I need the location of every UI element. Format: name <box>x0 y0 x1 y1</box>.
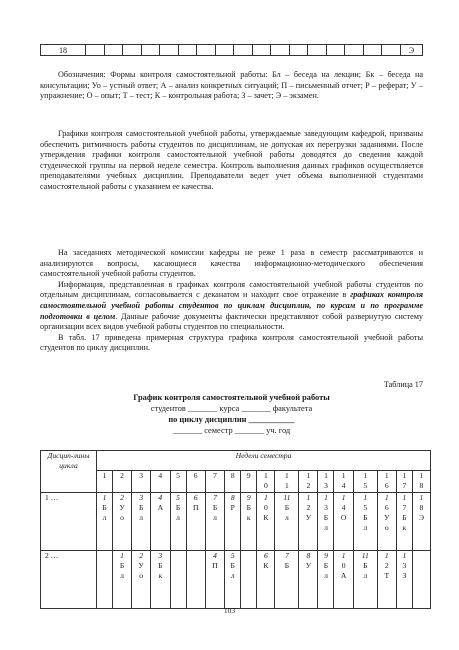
schedule-title: График контроля самостоятельной учебной работы <box>133 393 330 402</box>
schedule-cell <box>353 551 377 609</box>
cell-text: П <box>192 503 199 512</box>
cell-text: о <box>384 523 389 532</box>
cell-text: 3 <box>402 561 407 570</box>
cell-text: л <box>230 571 235 580</box>
column-header-weeks: Недели семестра <box>97 451 431 471</box>
week-number-text: 3 <box>324 481 328 490</box>
week-number-text: 4 <box>158 471 163 480</box>
cell-text: З <box>402 571 407 580</box>
cell-text: 4 <box>341 503 346 512</box>
cell-text: к <box>246 513 251 522</box>
schedule-cell <box>170 493 186 551</box>
cell-text: Б <box>175 503 181 512</box>
cell-text: к <box>158 571 163 580</box>
week-number-cell <box>318 471 334 493</box>
cell-text: У <box>305 561 312 570</box>
week-number-text: 6 <box>193 471 198 480</box>
cell-text: 2 <box>139 551 144 560</box>
schedule-cell <box>334 493 353 551</box>
cell-text: 8 <box>230 493 235 502</box>
schedule-cell <box>186 551 205 609</box>
schedule-cell <box>151 493 170 551</box>
cell-text: 11 <box>361 551 369 560</box>
week-number-text: 1 <box>285 471 289 480</box>
cell-text: 6 <box>263 551 268 560</box>
week-number-text: 4 <box>341 481 346 490</box>
cell-text: 2 <box>306 503 311 512</box>
cell-text: 1 <box>419 493 424 502</box>
cell-text: П <box>212 561 218 570</box>
cell-text: л <box>213 513 217 522</box>
cell-text: У <box>305 513 312 522</box>
cell-text: Б <box>212 503 218 512</box>
week-number-text: 2 <box>306 481 311 490</box>
cell-text: Б <box>158 561 163 570</box>
cell-text: л <box>139 513 144 522</box>
schedule-cell <box>299 551 318 609</box>
cell-text: л <box>363 571 368 580</box>
week-number-text: 1 <box>341 471 346 480</box>
schedule-cell <box>97 493 113 551</box>
schedule-cell <box>225 493 241 551</box>
week-number-cell <box>132 471 151 493</box>
cell-text: 1 <box>324 493 328 502</box>
week-number-text: 1 <box>363 471 368 480</box>
cell-text: А <box>157 503 164 512</box>
weeks-row <box>41 471 431 493</box>
cell-text: 6 <box>193 493 198 502</box>
header-left-cell: 18 <box>41 45 86 56</box>
schedule-cell <box>412 493 430 551</box>
cell-text: Б <box>284 561 290 570</box>
cell-text: л <box>285 513 289 522</box>
cell-text: Б <box>102 503 107 512</box>
schedule-cell <box>396 551 412 609</box>
cell-text: 0 <box>263 503 268 512</box>
week-number-cell <box>151 471 170 493</box>
week-number-cell <box>412 471 430 493</box>
week-number-text: 6 <box>384 481 389 490</box>
week-number-text: 1 <box>324 471 328 480</box>
cell-text: 0 <box>341 561 346 570</box>
cell-text: 3 <box>324 503 328 512</box>
schedule-line-semester: _______ семестр _______ уч. год <box>172 426 291 435</box>
week-number-text: 3 <box>139 471 144 480</box>
cell-text: Б <box>363 561 368 570</box>
schedule-cell <box>205 551 224 609</box>
cell-text: 3 <box>139 493 144 502</box>
cell-text: Б <box>284 503 290 512</box>
cell-text: 2 <box>120 493 124 502</box>
cell-text: 1 <box>384 493 389 502</box>
cell-text: 8 <box>306 551 311 560</box>
cell-text: Э <box>418 513 424 522</box>
cell-text: 1 <box>120 551 124 560</box>
week-number-cell <box>396 471 412 493</box>
schedule-cell <box>318 493 334 551</box>
schedule-cell <box>275 551 299 609</box>
week-number-text: 8 <box>230 471 235 480</box>
cell-text: 1 <box>402 493 407 502</box>
week-number-text: 1 <box>306 471 311 480</box>
week-number-cell <box>113 471 132 493</box>
week-number-text: 8 <box>419 481 424 490</box>
cell-text: о <box>120 513 124 522</box>
paragraph-schedules: Графики контроля самостоятельной учебной работы, утверждаемые заведующим кафедрой, призваны обеспечить ритмичность работы студентов по дисциплинам, не допуская их перегрузки заданиями. После утверждения графики контроля самостоятельной учебной работы доводятся до сведения каждой студенческой группы на первой неделе семестра. Контроль выполнения данных графиков осуществляется преподавателями учебных дисциплин. Преподаватели ведет учет объема выполненной студентами самостоятельной работы с указанием ее качества. <box>40 129 423 191</box>
cell-text: Б <box>138 503 144 512</box>
cell-text: 9 <box>324 551 328 560</box>
schedule-cell <box>241 551 257 609</box>
cell-text: 3 <box>158 551 163 560</box>
cell-text: У <box>138 561 144 570</box>
table-row <box>41 551 431 609</box>
week-number-text: 1 <box>384 471 389 480</box>
cell-text: л <box>120 571 124 580</box>
week-number-text: 5 <box>176 471 180 480</box>
week-number-cell <box>225 471 241 493</box>
schedule-cell <box>257 493 275 551</box>
table-label: Таблица 17 <box>383 380 423 389</box>
schedule-cell <box>151 551 170 609</box>
week-number-cell <box>275 471 299 493</box>
cell-text: У <box>119 503 125 512</box>
table-row <box>41 493 431 551</box>
week-number-cell <box>170 471 186 493</box>
cell-text: 2 <box>384 561 389 570</box>
cell-text: 9 <box>246 493 251 502</box>
schedule-cell <box>113 551 132 609</box>
cell-text: 7 <box>402 503 407 512</box>
schedule-cell <box>334 551 353 609</box>
schedule-cell <box>353 493 377 551</box>
cell-text: 11 <box>283 493 291 502</box>
week-number-text: 5 <box>363 481 368 490</box>
cell-text: о <box>139 571 144 580</box>
week-number-cell <box>241 471 257 493</box>
cell-text: 7 <box>213 493 217 502</box>
cell-text: Б <box>363 513 368 522</box>
row-label: 1 … <box>41 493 97 551</box>
schedule-line-course: студентов _______ курса _______ факультета <box>150 404 313 413</box>
schedule-cell <box>299 493 318 551</box>
paragraph-information: Информация, представленная в графиках контроля самостоятельной учебной работы студентов по отдельным дисциплинам, согласовывается с деканатом и находит свое отражение в графиках контроля самостоятельной учебной работы студентов по циклам дисциплин, по курсам и по программе подготовки в целом. Данные рабочие документы фактически представляют собой развернутую систему организации всех видов учебной работы студентов по специальности. <box>40 279 423 332</box>
week-number-text: 1 <box>285 481 289 490</box>
week-number-cell <box>97 471 113 493</box>
week-number-text: 7 <box>402 481 407 490</box>
header-row-table <box>40 44 423 56</box>
cell-text: Б <box>119 561 125 570</box>
week-number-cell <box>334 471 353 493</box>
cell-text: 5 <box>230 551 235 560</box>
schedule-cell <box>132 493 151 551</box>
cell-text: л <box>102 513 107 522</box>
schedule-title-block <box>40 392 423 436</box>
cell-text: Б <box>246 503 251 512</box>
cell-text: 8 <box>419 503 424 512</box>
cell-text: Б <box>323 561 329 570</box>
column-header-disciplines: Дисцип-лины цикла <box>41 451 97 493</box>
week-number-text: 1 <box>402 471 407 480</box>
cell-text: О <box>340 513 347 522</box>
emphasis-text: графиках контроля самостоятельной учебной работы студентов по циклам дисциплин, по курсам и по программе подготовки в целом <box>40 290 423 321</box>
cell-text: 1 <box>306 493 311 502</box>
schedule-cell <box>97 551 113 609</box>
week-number-cell <box>257 471 275 493</box>
week-number-text: 9 <box>246 471 251 480</box>
header-right-cell: Э <box>401 45 423 56</box>
cell-text: л <box>363 523 368 532</box>
cell-text: л <box>324 523 328 532</box>
week-number-text: 1 <box>263 471 268 480</box>
schedule-cell <box>318 551 334 609</box>
cell-text: Т <box>384 571 390 580</box>
week-number-text: 7 <box>213 471 217 480</box>
schedule-line-cycle: по циклу дисциплин ___________ <box>168 415 295 424</box>
cell-text: 1 <box>363 493 368 502</box>
cell-text: Р <box>230 503 235 512</box>
schedule-cell <box>377 493 396 551</box>
cell-text: 6 <box>384 503 389 512</box>
cell-text: 5 <box>363 503 368 512</box>
paragraphs-block <box>40 248 423 354</box>
schedule-cell <box>170 551 186 609</box>
week-number-cell <box>186 471 205 493</box>
paragraph-table-ref: В табл. 17 приведена примерная структура графика контроля самостоятельной учебной работы студентов по циклу дисциплин. <box>40 332 423 353</box>
row-label: 2 … <box>41 551 97 609</box>
schedule-cell <box>257 551 275 609</box>
cell-text: 1 <box>263 493 268 502</box>
schedule-cell <box>225 551 241 609</box>
cell-text: У <box>384 513 390 522</box>
schedule-cell <box>377 551 396 609</box>
week-number-cell <box>299 471 318 493</box>
schedule-cell <box>396 493 412 551</box>
cell-text: Б <box>323 513 329 522</box>
week-number-cell <box>205 471 224 493</box>
cell-text: 1 <box>384 551 389 560</box>
cell-text: 4 <box>213 551 217 560</box>
page-number: 103 <box>223 606 236 615</box>
cell-text: л <box>176 513 180 522</box>
schedule-cell <box>241 493 257 551</box>
cell-text: 1 <box>341 493 346 502</box>
schedule-cell <box>186 493 205 551</box>
cell-text: 7 <box>285 551 289 560</box>
schedule-cell <box>412 551 430 609</box>
cell-text: л <box>324 571 328 580</box>
week-number-text: 0 <box>263 481 268 490</box>
cell-text: 1 <box>402 551 407 560</box>
week-number-cell <box>353 471 377 493</box>
cell-text: 1 <box>341 551 346 560</box>
cell-text: Б <box>230 561 235 570</box>
paragraph-commission: На заседаниях методической комиссии кафедры не реже 1 раза в семестр рассматриваются и анализируются вопросы, касающиеся качества информационно-методического обеспечения самостоятельной учебной работы студентов. <box>40 248 423 279</box>
cell-text: к <box>402 523 407 532</box>
week-number-text: 1 <box>419 471 424 480</box>
cell-text: Б <box>402 513 407 522</box>
cell-text: К <box>263 561 269 570</box>
schedule-cell <box>132 551 151 609</box>
week-number-cell <box>377 471 396 493</box>
paragraph-legend: Обозначения: Формы контроля самостоятельной работы: Бл – беседа на лекции; Бк – беседа на консультации; Уо – устный ответ; А – анализ конкретных ситуаций; П – письменный отчет; Р – реферат; У – упражнение; О – опыт; Т – тест; К – контрольная работа; З – зачет; Э – экзамен. <box>40 70 423 101</box>
week-number-text: 2 <box>120 471 124 480</box>
cell-text: К <box>263 513 269 522</box>
cell-text: 4 <box>158 493 163 502</box>
schedule-cell <box>275 493 299 551</box>
week-number-text: 1 <box>102 471 107 480</box>
cell-text: 1 <box>102 493 107 502</box>
schedule-table <box>40 450 431 609</box>
cell-text: 5 <box>176 493 180 502</box>
schedule-cell <box>205 493 224 551</box>
schedule-cell <box>113 493 132 551</box>
cell-text: А <box>340 571 347 580</box>
